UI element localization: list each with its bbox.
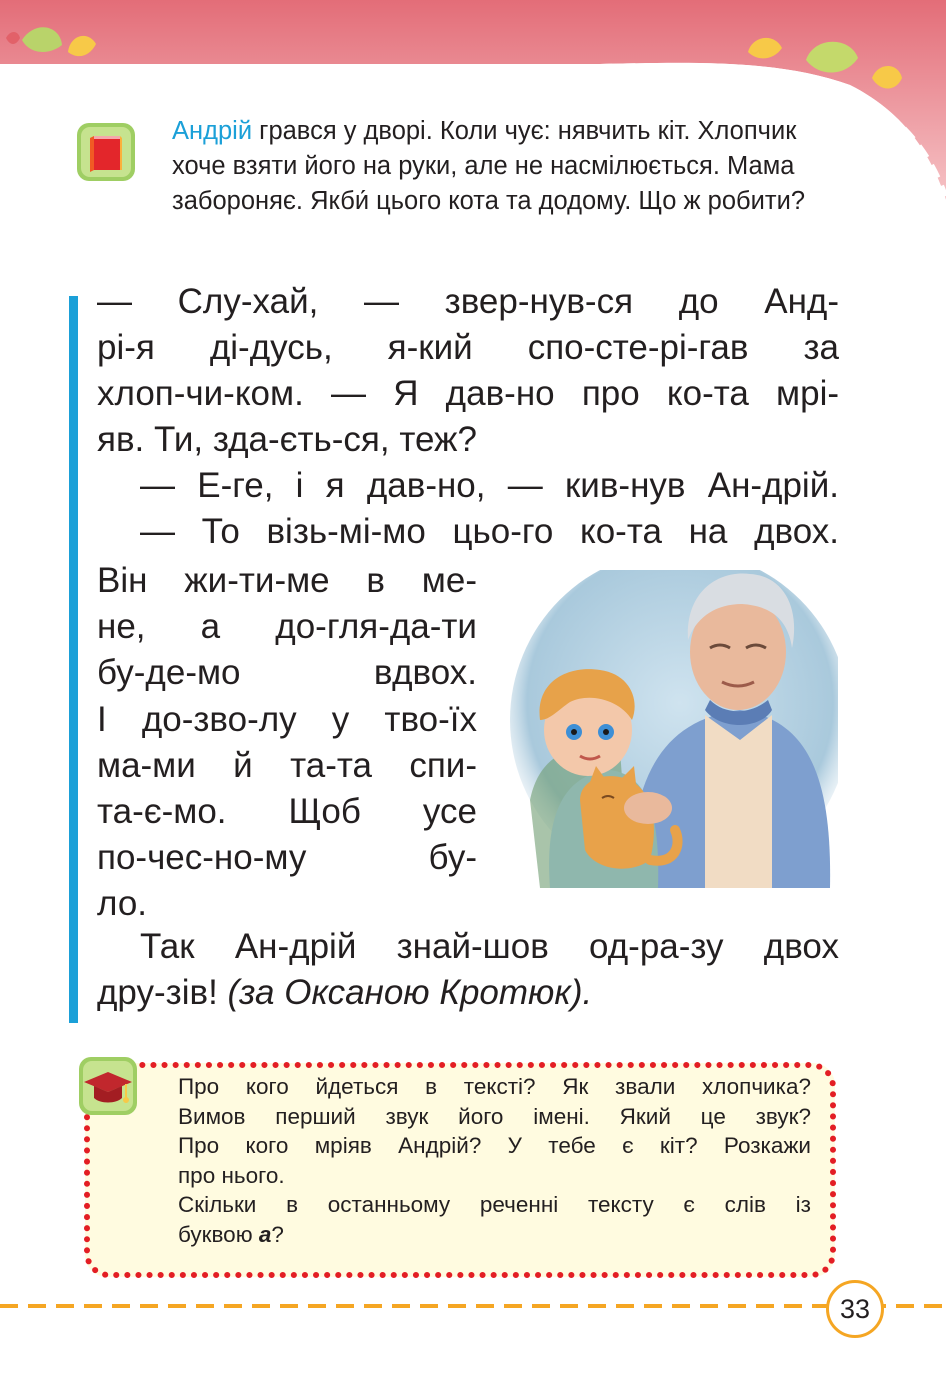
story-last-line <box>97 970 839 1016</box>
story-narrow-block <box>97 558 477 928</box>
story-line: яв. Ти, зда-єть-ся, теж? <box>97 420 477 459</box>
story-line: хлоп-чи-ком. — Я дав-но про ко-та мрі- <box>97 374 839 413</box>
grandfather-boy-cat-illustration <box>510 570 838 888</box>
question-letter: а <box>258 1221 272 1247</box>
story-line: — Слу-хай, — звер-нув-ся до Анд- <box>97 282 839 321</box>
question-line: Вимов перший звук його імені. Який це звук? <box>178 1103 811 1129</box>
story-text: дру-зів! <box>97 973 228 1012</box>
story-line: ма-ми й та-та спи- <box>97 745 477 785</box>
story-line: бу-де-мо вдвох. <box>97 653 477 693</box>
footer-dashed-line <box>0 1296 946 1316</box>
story-line: рі-я ді-дусь, я-кий спо-сте-рі-гав за <box>97 328 839 367</box>
question-line-last <box>178 1220 811 1250</box>
story-line: Так Ан-дрій знай-шов од-ра-зу двох <box>140 927 839 966</box>
question-line: про нього. <box>178 1162 285 1188</box>
question-line: Скільки в останньому реченні тексту є слів із <box>178 1192 811 1217</box>
story-line: та-є-мо. Щоб усе <box>97 792 477 832</box>
graduation-cap-icon <box>78 1056 138 1116</box>
story-line: — То візь-мі-мо цьо-го ко-та на двох. <box>140 512 839 551</box>
question-line: Про кого йдеться в тексті? Як звали хлопчика? <box>178 1074 811 1099</box>
intro-name: Андрій <box>172 117 253 145</box>
questions-text <box>178 1072 811 1249</box>
page-number: 33 <box>826 1280 884 1338</box>
story-line: І до-зво-лу у тво-їх <box>97 699 477 739</box>
question-end: ? <box>271 1221 284 1247</box>
intro-text: грався у дворі. Коли чує: нявчить кіт. Хлопчик хоче взяти його на руки, але не насмілюється. Мама забороняє. Якби́ цього кота та додому. Що ж робити? <box>172 117 806 215</box>
story-line: Він жи-ти-ме в ме- <box>97 561 477 600</box>
question-text: буквою <box>178 1221 259 1247</box>
story-side-bar <box>69 296 78 1023</box>
story-author: (за Оксаною Кротюк). <box>227 973 593 1012</box>
story-line: ло. <box>97 884 148 924</box>
intro-paragraph <box>76 114 840 219</box>
story-line: не, а до-гля-да-ти <box>97 607 477 647</box>
story-line: — Е-ге, і я дав-но, — кив-нув Ан-дрій. <box>140 466 839 505</box>
question-line: Про кого мріяв Андрій? У тебе є кіт? Розкажи <box>178 1133 811 1158</box>
story-line: по-чес-но-му бу- <box>97 838 477 878</box>
